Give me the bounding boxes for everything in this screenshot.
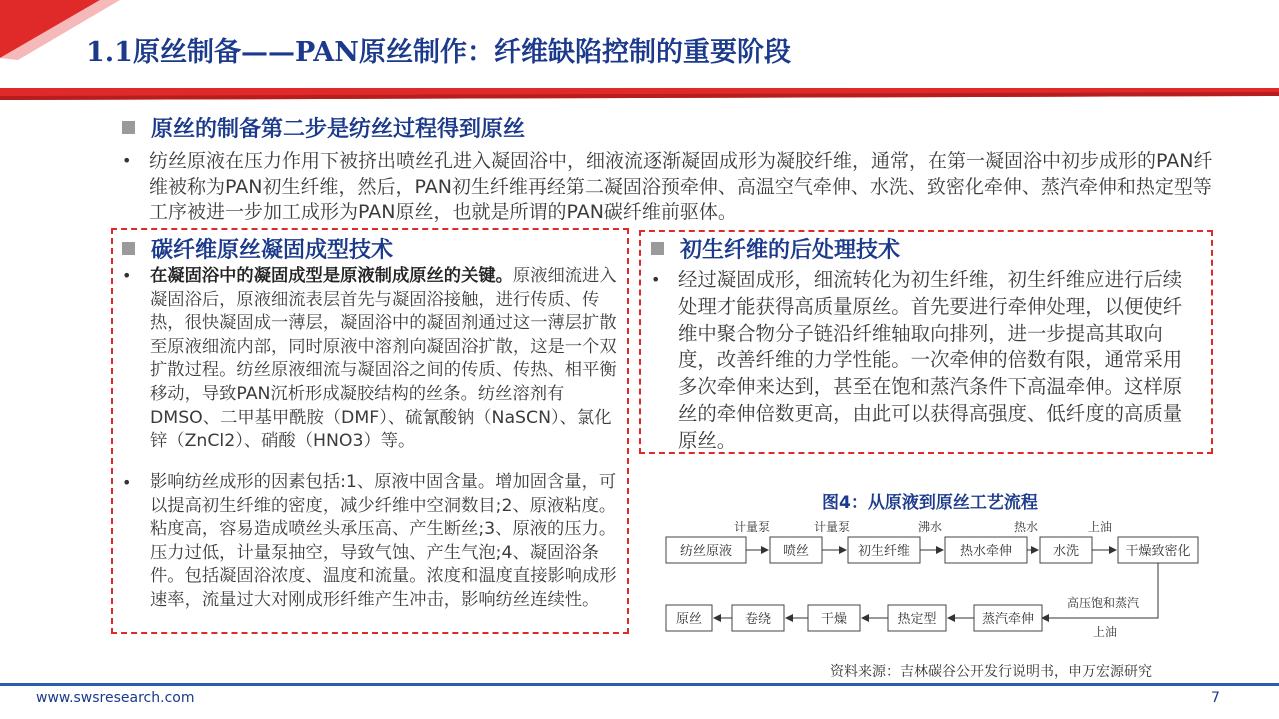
square-bullet-icon <box>122 242 135 255</box>
square-bullet-icon <box>122 121 135 134</box>
flow-label-3: 沸水 <box>918 520 943 534</box>
left-box-paragraph-2: 影响纺丝成形的因素包括:1、原液中固含量。增加固含量，可以提高初生纤维的密度，减少纤维中空洞数目;2、原液粘度。粘度高，容易造成喷丝头承压高、产生断丝;3、原液的压力。压力过低，计量泵抽空，导致气蚀、产生气泡;4、凝固浴条件。包括凝固浴浓度、温度和流量。浓度和温度直接影响成形速率，流量过大对刚成形纤维产生冲击，影响纺丝连续性。 <box>150 472 617 610</box>
flow-node-10-label: 热定型 <box>897 612 937 627</box>
right-box-paragraph: 经过凝固成形，细流转化为初生纤维，初生纤维应进行后续处理才能获得高质量原丝。首先要进行牵伸处理，以便使纤维中聚合物分子链沿纤维轴取向排列，进一步提高其取向度，改善纤维的力学性能。一次牵伸的倍数有限，通常采用多次牵伸来达到，甚至在饱和蒸汽条件下高温牵伸。这样原丝的牵伸倍数更高，由此可以获得高强度、低纤度的高质量原丝。 <box>678 268 1183 452</box>
flow-node-6-label: 干燥致密化 <box>1125 544 1191 559</box>
flow-label-4: 热水 <box>1014 520 1039 534</box>
flow-node-9 <box>808 605 860 631</box>
flow-node-5 <box>1040 537 1092 563</box>
right-box-heading-text: 初生纤维的后处理技术 <box>680 238 901 263</box>
left-box-key-sentence: 在凝固浴中的凝固成型是原液制成原丝的关键。 <box>150 266 513 286</box>
page-number: 7 <box>1211 690 1220 706</box>
flow-label-1: 计量泵 <box>734 520 771 534</box>
flow-node-3-label: 初生纤维 <box>857 544 911 559</box>
flow-node-2-label: 喷丝 <box>782 544 810 559</box>
flow-node-5-label: 水洗 <box>1052 544 1080 559</box>
process-flow-diagram <box>660 516 1220 641</box>
flow-node-1-label: 纺丝原液 <box>679 544 733 559</box>
flow-label-steam: 高压饱和蒸汽 <box>1067 596 1140 610</box>
page-title: 1.1原丝制备——PAN原丝制作：纤维缺陷控制的重要阶段 <box>86 37 791 68</box>
footer-divider <box>0 683 1279 686</box>
flow-label-oil: 上油 <box>1093 625 1118 639</box>
section1-paragraph: 纺丝原液在压力作用下被挤出喷丝孔进入凝固浴中，细液流逐渐凝固成形为凝胶纤维，通常，在第一凝固浴中初步成形的PAN纤维被称为PAN初生纤维，然后，PAN初生纤维再经第二凝固浴预牵伸、高温空气牵伸、水洗、致密化牵伸、蒸汽牵伸和热定型等工序被进一步加工成形为PAN原丝，也就是所谓的PAN碳纤维前驱体。 <box>149 150 1213 223</box>
flow-node-11 <box>974 605 1042 631</box>
left-bullet-dot-1: • <box>122 266 132 285</box>
flow-label-2: 计量泵 <box>814 520 851 534</box>
flow-node-4-label: 热水牵伸 <box>959 544 1013 559</box>
flow-node-4 <box>945 537 1027 563</box>
footer-url[interactable]: www.swsresearch.com <box>36 690 195 706</box>
flow-node-1 <box>666 537 746 563</box>
left-box-paragraph-1 <box>150 265 625 454</box>
flow-node-6 <box>1118 537 1198 563</box>
flow-node-8-label: 卷绕 <box>744 612 772 627</box>
flow-node-3 <box>848 537 920 563</box>
source-note: 资料来源：吉林碳谷公开发行说明书，申万宏源研究 <box>830 664 1152 680</box>
section1-heading <box>122 112 525 143</box>
right-bullet-dot: • <box>651 270 661 289</box>
left-box-p1-text: 原液细流进入凝固浴后，原液细流表层首先与凝固浴接触，进行传质、传热，很快凝固成一薄层，凝固浴中的凝固剂通过这一薄层扩散至原液细流内部，同时原液中溶剂向凝固浴扩散，这是一个双扩散过程。纺丝原液细流与凝固浴之间的传质、传热、相平衡移动，导致PAN沉析形成凝胶结构的丝条。纺丝溶剂有DMSO、二甲基甲酰胺（DMF）、硫氰酸钠（NaSCN）、氯化锌（ZnCl2）、硝酸（HNO3）等。 <box>150 266 617 452</box>
flow-label-5: 上油 <box>1088 520 1113 534</box>
section1-heading-text: 原丝的制备第二步是纺丝过程得到原丝 <box>151 117 526 142</box>
section1-bullet-dot: • <box>122 151 132 170</box>
figure-title: 图4：从原液到原丝工艺流程 <box>822 493 1038 513</box>
flow-node-10 <box>888 605 946 631</box>
flow-node-7-label: 原丝 <box>675 612 703 627</box>
left-box-heading-text: 碳纤维原丝凝固成型技术 <box>151 238 394 263</box>
title-band <box>0 0 1279 100</box>
flow-node-9-label: 干燥 <box>820 612 848 627</box>
flow-node-11-label: 蒸汽牵伸 <box>981 612 1035 627</box>
left-bullet-dot-2: • <box>122 473 132 492</box>
flow-node-8 <box>732 605 784 631</box>
left-box-heading <box>122 233 393 264</box>
flow-node-7 <box>666 605 712 631</box>
right-box-heading <box>651 233 900 264</box>
flow-node-2 <box>770 537 822 563</box>
square-bullet-icon <box>651 242 664 255</box>
